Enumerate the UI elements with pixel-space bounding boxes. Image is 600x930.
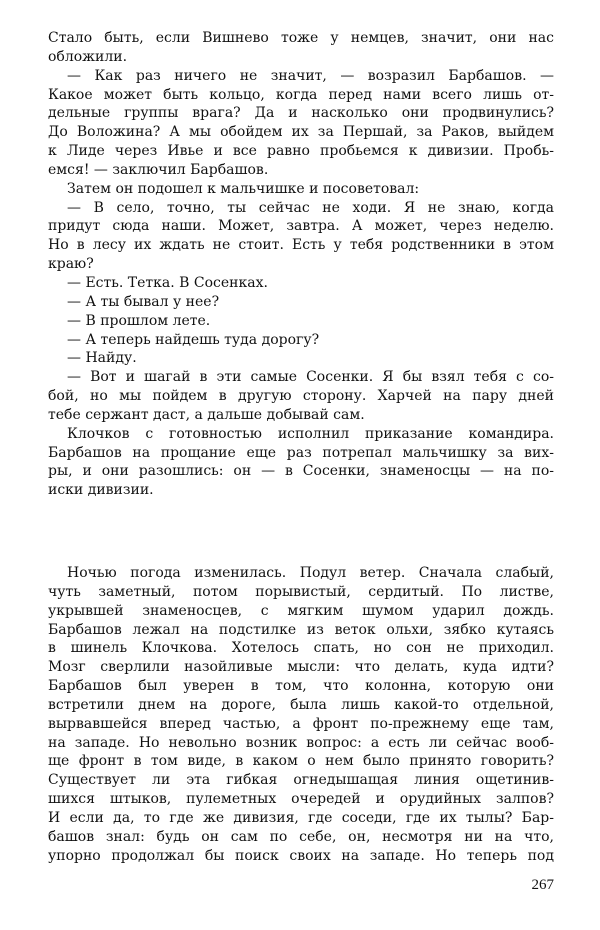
text-line: — Найду. [67, 350, 137, 367]
text-line: Стало быть, если Вишнево тоже у немцев, значит, они нас [48, 30, 554, 46]
text-line: укрывшей знаменосцев, с мягким шумом ударил дождь. [48, 602, 554, 619]
text-line: ще фронт в том виде, в каком о нем было принято говорить? [48, 753, 554, 770]
text-line: — В село, точно, ты сейчас не ходи. Я не знаю, когда [67, 199, 554, 216]
text-line: Клочков с готовностью исполнил приказание командира. [67, 425, 554, 442]
text-line: — Вот и шагай в эти самые Сосенки. Я бы взял тебя с со- [67, 369, 554, 386]
text-line: обложили. [48, 48, 128, 65]
text-line: ры, и они разошлись: он — в Сосенки, знаменосцы — на по- [48, 463, 554, 480]
text-line: иски дивизии. [48, 482, 154, 499]
text-line: краю? [48, 256, 94, 273]
text-line: Барбашов был уверен в том, что колонна, которую они [48, 678, 554, 695]
text-line: Мозг сверлили назойливые мысли: что делать, куда идти? [48, 659, 554, 676]
text-line: Ночью погода изменилась. Подул ветер. Сначала слабый, [67, 565, 554, 581]
text-line: Затем он подошел к мальчишке и посоветовал: [67, 180, 420, 197]
text-block-lower [48, 564, 554, 866]
text-line: — Есть. Тетка. В Сосенках. [67, 274, 268, 291]
text-line: придут сюда наши. Может, завтра. А может, через неделю. [48, 218, 554, 235]
text-line: шихся штыков, пулеметных очередей и орудийных залпов? [48, 791, 554, 808]
text-block-upper [48, 29, 554, 500]
text-line: дельные группы врага? Да и насколько они продвинулись? [48, 105, 554, 122]
page-number: 267 [531, 877, 554, 893]
text-line: — А теперь найдешь туда дорогу? [67, 331, 320, 348]
text-line: бой, но мы пойдем в другую сторону. Харчей на пару дней [48, 388, 554, 405]
text-line: — А ты бывал у нее? [67, 293, 220, 310]
text-line: емся! — заключил Барбашов. [48, 161, 269, 178]
text-line: Какое может быть кольцо, когда перед нами всего лишь от- [48, 86, 554, 103]
text-line: на западе. Но невольно возник вопрос: а есть ли сейчас вооб- [48, 734, 554, 751]
text-line: Но в лесу их ждать не стоит. Есть у тебя родственники в этом [48, 237, 554, 254]
text-line: встретили днем на дороге, была лишь какой-то отдельной, [48, 696, 554, 713]
text-line: башов знал: будь он сам по себе, он, несмотря ни на что, [48, 828, 554, 845]
text-line: к Лиде через Ивье и все равно пробьемся к дивизии. Пробь- [48, 143, 554, 160]
text-line: — В прошлом лете. [67, 312, 211, 329]
text-line: чуть заметный, потом порывистый, сердитый. По листве, [48, 583, 554, 600]
text-line: тебе сержант даст, а дальше добывай сам. [48, 406, 365, 423]
text-line: упорно продолжал бы поиск своих на западе. Но теперь под [48, 847, 554, 864]
text-line: вырвавшейся вперед частью, а фронт по-прежнему еще там, [48, 715, 554, 732]
text-line: Существует ли эта гибкая огнедышащая линия ощетинив- [48, 772, 554, 789]
text-line: До Воложина? А мы обойдем их за Першай, за Раков, выйдем [48, 124, 554, 141]
text-line: в шинель Клочкова. Хотелось спать, но сон не приходил. [48, 640, 554, 657]
text-line: Барбашов лежал на подстилке из веток ольхи, зябко кутаясь [48, 621, 554, 638]
text-line: Барбашов на прощание еще раз потрепал мальчишку за вих- [48, 444, 554, 461]
text-line: — Как раз ничего не значит, — возразил Барбашов. — [67, 67, 554, 84]
text-line: И если да, то где же дивизия, где соседи, где их тылы? Бар- [48, 809, 554, 826]
